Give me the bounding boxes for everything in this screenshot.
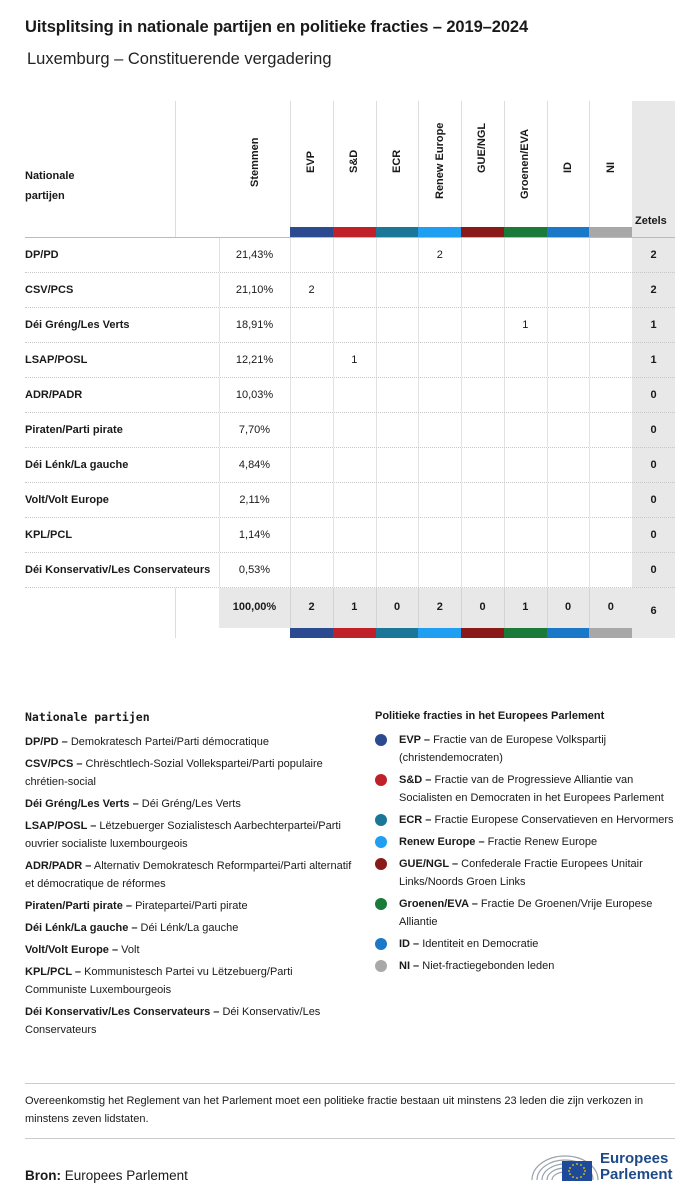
party-name: KPL/PCL xyxy=(25,529,73,541)
row-divider xyxy=(504,518,505,552)
row-divider xyxy=(589,343,590,377)
totals-divider xyxy=(175,588,176,638)
group-legend-item xyxy=(375,957,675,975)
row-divider xyxy=(418,413,419,447)
source-value: Europees Parlement xyxy=(64,1168,188,1183)
group-header: Groenen/EVA xyxy=(519,128,532,199)
table-header xyxy=(25,101,675,238)
groups-legend-title: Politieke fracties in het Europees Parlement xyxy=(375,710,605,722)
header-divider xyxy=(589,101,590,237)
table-body xyxy=(25,238,675,588)
row-divider xyxy=(589,483,590,517)
vote-share: 10,03% xyxy=(235,389,274,401)
legend-code: Déi Gréng/Les Verts – xyxy=(25,798,139,810)
party-name: ADR/PADR xyxy=(25,389,83,401)
legend-code: DP/PD – xyxy=(25,736,68,748)
header-divider xyxy=(418,101,419,237)
row-divider xyxy=(418,308,419,342)
group-color-bar xyxy=(418,227,461,237)
legend-name: Volt xyxy=(121,944,140,956)
group-total: 1 xyxy=(522,601,529,613)
header-divider xyxy=(461,101,462,237)
national-legend-item xyxy=(25,733,355,751)
table-row xyxy=(25,343,675,378)
national-legend-item xyxy=(25,963,355,999)
table-row xyxy=(25,483,675,518)
logo-line1: Europees xyxy=(600,1150,669,1167)
group-color-bar xyxy=(547,628,590,638)
legend-name: Confederale Fractie Europees Unitair Links/Noords Groen Links xyxy=(399,858,643,888)
legend-name: Fractie van de Europese Volkspartij (christendemocraten) xyxy=(399,734,607,764)
legend-name: Demokratesch Partei/Parti démocratique xyxy=(70,736,269,748)
row-divider xyxy=(547,448,548,482)
group-color-bar xyxy=(376,628,419,638)
legend-code: KPL/PCL – xyxy=(25,966,82,978)
vote-share: 2,11% xyxy=(239,494,270,506)
party-name: LSAP/POSL xyxy=(25,354,88,366)
legend-dot-icon xyxy=(375,858,387,870)
row-divider xyxy=(333,308,334,342)
party-name: CSV/PCS xyxy=(25,284,74,296)
legend-name: Déi Konservativ/Les Conservateurs xyxy=(25,1006,321,1036)
national-legend-item xyxy=(25,795,355,813)
table-row xyxy=(25,553,675,588)
group-color-bar xyxy=(376,227,419,237)
row-divider xyxy=(290,378,291,412)
seat-count: 2 xyxy=(650,284,657,296)
table-row xyxy=(25,238,675,273)
group-header: S&D xyxy=(348,149,361,173)
legend-code: Volt/Volt Europe – xyxy=(25,944,119,956)
row-divider xyxy=(461,518,462,552)
row-divider xyxy=(418,483,419,517)
source-label: Bron: xyxy=(25,1168,61,1183)
row-divider xyxy=(418,553,419,587)
group-color-bar xyxy=(333,227,376,237)
row-divider xyxy=(547,308,548,342)
total-vote-share: 100,00% xyxy=(232,601,277,613)
group-header: ECR xyxy=(390,149,403,173)
legend-name: Déi Gréng/Les Verts xyxy=(141,798,241,810)
legend-code: GUE/NGL – xyxy=(399,858,459,870)
group-header: GUE/NGL xyxy=(476,122,489,173)
row-divider xyxy=(589,238,590,272)
legend-name: Identiteit en Democratie xyxy=(422,938,539,950)
row-divider xyxy=(547,553,548,587)
legend-code: Déi Lénk/La gauche – xyxy=(25,922,138,934)
row-divider xyxy=(376,483,377,517)
row-divider xyxy=(504,378,505,412)
national-legend-item xyxy=(25,857,355,893)
national-legend-item xyxy=(25,817,355,853)
group-color-bar xyxy=(504,227,547,237)
header-divider xyxy=(333,101,334,237)
row-divider xyxy=(290,518,291,552)
row-divider xyxy=(504,448,505,482)
legend-code: Renew Europe – xyxy=(399,836,485,848)
header-divider xyxy=(290,101,291,237)
row-divider xyxy=(376,413,377,447)
legend-dot-icon xyxy=(375,836,387,848)
table-row xyxy=(25,518,675,553)
header-divider xyxy=(504,101,505,237)
header-divider xyxy=(175,101,176,237)
row-divider xyxy=(290,448,291,482)
group-total: 0 xyxy=(393,601,401,613)
legend-code: CSV/PCS – xyxy=(25,758,83,770)
row-divider xyxy=(504,238,505,272)
row-divider xyxy=(504,483,505,517)
legend-code: NI – xyxy=(399,960,420,972)
seat-count: 0 xyxy=(650,424,657,436)
row-divider xyxy=(290,238,291,272)
table-row xyxy=(25,413,675,448)
group-color-bar xyxy=(547,227,590,237)
legend-code: Piraten/Parti pirate – xyxy=(25,900,132,912)
seats-header: Zetels xyxy=(635,215,667,227)
legend-name: Chrëschtlech-Sozial Vollekspartei/Parti populaire chrétien-social xyxy=(25,758,323,788)
row-divider xyxy=(461,238,462,272)
national-parties-legend xyxy=(25,710,355,1043)
group-legend-item xyxy=(375,833,675,851)
group-color-bar xyxy=(418,628,461,638)
seat-count: 1 xyxy=(650,354,657,366)
row-divider xyxy=(504,413,505,447)
vote-share: 0,53% xyxy=(238,564,271,576)
group-color-bar xyxy=(504,628,547,638)
row-divider xyxy=(461,413,462,447)
row-divider xyxy=(589,273,590,307)
row-divider xyxy=(461,343,462,377)
legend-code: LSAP/POSL – xyxy=(25,820,97,832)
group-color-bar xyxy=(461,227,504,237)
legend-code: Déi Konservativ/Les Conservateurs – xyxy=(25,1006,220,1018)
group-header: NI xyxy=(604,162,617,173)
logo-line2: Parlement xyxy=(600,1166,673,1183)
row-divider xyxy=(333,483,334,517)
national-legend-title: Nationale partijen xyxy=(25,710,150,724)
row-divider xyxy=(547,273,548,307)
row-divider xyxy=(547,343,548,377)
source xyxy=(25,1168,188,1183)
national-legend-item xyxy=(25,1003,355,1039)
table-row xyxy=(25,448,675,483)
legend-code: ADR/PADR – xyxy=(25,860,92,872)
row-divider xyxy=(290,553,291,587)
total-seats: 6 xyxy=(650,605,657,617)
vote-share: 18,91% xyxy=(235,319,274,331)
legend-name: Kommunistesch Partei vu Lëtzebuerg/Parti Communiste Luxembourgeois xyxy=(25,966,293,996)
row-divider xyxy=(333,448,334,482)
group-legend-item xyxy=(375,935,675,953)
seat-count: 0 xyxy=(650,564,657,576)
group-total: 0 xyxy=(607,601,614,613)
row-divider xyxy=(376,518,377,552)
table-row xyxy=(25,378,675,413)
legend-name: Déi Lénk/La gauche xyxy=(140,922,239,934)
legend-dot-icon xyxy=(375,960,387,972)
party-name: Volt/Volt Europe xyxy=(25,494,109,506)
group-seat-cell: 1 xyxy=(351,354,358,366)
row-divider xyxy=(376,378,377,412)
row-divider xyxy=(418,343,419,377)
row-divider xyxy=(461,448,462,482)
row-divider xyxy=(461,378,462,412)
group-header: EVP xyxy=(305,150,318,173)
national-legend-item xyxy=(25,897,355,915)
footnote: Overeenkomstig het Reglement van het Parlement moet een politieke fractie bestaan uit minstens 23 leden die zijn verkozen in minstens zeven lidstaten. xyxy=(25,1083,675,1139)
group-seat-cell: 2 xyxy=(308,284,315,296)
row-divider xyxy=(504,273,505,307)
row-divider xyxy=(418,518,419,552)
row-divider xyxy=(333,553,334,587)
row-divider xyxy=(547,413,548,447)
logo-text xyxy=(600,1151,673,1183)
row-divider xyxy=(547,483,548,517)
row-divider xyxy=(461,308,462,342)
groups-legend xyxy=(375,710,675,979)
row-divider xyxy=(589,378,590,412)
group-legend-item xyxy=(375,895,675,931)
header-divider xyxy=(376,101,377,237)
row-divider xyxy=(589,518,590,552)
legend-code: S&D – xyxy=(399,774,432,786)
row-divider xyxy=(376,553,377,587)
legend-name: Niet-fractiegebonden leden xyxy=(422,960,555,972)
row-divider xyxy=(461,483,462,517)
legend-code: ECR – xyxy=(399,814,432,826)
group-header: Renew Europe xyxy=(433,122,446,199)
party-name: Déi Gréng/Les Verts xyxy=(25,319,130,331)
row-divider xyxy=(333,518,334,552)
seat-count: 1 xyxy=(650,319,657,331)
party-name: DP/PD xyxy=(25,249,59,261)
national-legend-item xyxy=(25,755,355,791)
row-divider xyxy=(547,518,548,552)
legend-dot-icon xyxy=(375,814,387,826)
votes-header: Stemmen xyxy=(248,137,261,187)
row-divider xyxy=(290,483,291,517)
group-legend-item xyxy=(375,811,675,829)
group-seat-cell: 1 xyxy=(522,319,529,331)
group-total: 2 xyxy=(308,601,315,613)
group-color-bar xyxy=(333,628,376,638)
legend-dot-icon xyxy=(375,898,387,910)
row-divider xyxy=(333,238,334,272)
row-divider xyxy=(547,378,548,412)
group-header: ID xyxy=(561,162,574,173)
row-divider xyxy=(290,413,291,447)
group-color-bar xyxy=(589,227,632,237)
legend-name: Fractie De Groenen/Vrije Europese Alliantie xyxy=(399,898,653,928)
legend-name: Lëtzebuerger Sozialistesch Aarbechterpartei/Parti ouvrier socialiste luxembourgeois xyxy=(25,820,341,850)
row-divider xyxy=(290,308,291,342)
header-divider xyxy=(547,101,548,237)
seat-count: 0 xyxy=(650,494,657,506)
legend-code: ID – xyxy=(399,938,420,950)
row-divider xyxy=(333,413,334,447)
legend-name: Piratepartei/Parti pirate xyxy=(135,900,248,912)
row-divider xyxy=(290,343,291,377)
legend-dot-icon xyxy=(375,938,387,950)
national-legend-item xyxy=(25,941,355,959)
legend-code: Groenen/EVA – xyxy=(399,898,478,910)
row-divider xyxy=(461,553,462,587)
legend-dot-icon xyxy=(375,734,387,746)
legend-name: Fractie Europese Conservatieven en Hervormers xyxy=(434,814,674,826)
row-divider xyxy=(461,273,462,307)
legend-dot-icon xyxy=(375,774,387,786)
seat-table xyxy=(25,101,675,638)
row-divider xyxy=(547,238,548,272)
seat-count: 0 xyxy=(650,529,657,541)
legend-name: Fractie van de Progressieve Alliantie van Socialisten en Democraten in het Europees Parlement xyxy=(399,774,664,804)
party-name: Déi Konservativ/Les Conservateurs xyxy=(25,564,211,576)
group-legend-item xyxy=(375,771,675,807)
group-color-bar xyxy=(290,628,333,638)
group-seat-cell: 2 xyxy=(436,249,443,261)
national-parties-header: Nationale partijen xyxy=(25,170,75,202)
totals-row xyxy=(25,588,675,638)
row-divider xyxy=(333,273,334,307)
group-total: 0 xyxy=(479,601,486,613)
group-total: 0 xyxy=(564,601,572,613)
row-divider xyxy=(418,448,419,482)
legend-name: Fractie Renew Europe xyxy=(487,836,598,848)
vote-share: 21,10% xyxy=(235,284,274,296)
row-divider xyxy=(504,553,505,587)
row-divider xyxy=(418,378,419,412)
group-total: 1 xyxy=(351,601,358,613)
page-subtitle: Luxemburg – Constituerende vergadering xyxy=(27,50,332,68)
legend-code: EVP – xyxy=(399,734,430,746)
vote-share: 4,84% xyxy=(238,459,271,471)
vote-share: 12,21% xyxy=(235,354,274,366)
row-divider xyxy=(589,413,590,447)
row-divider xyxy=(333,378,334,412)
group-color-bar xyxy=(290,227,333,237)
row-divider xyxy=(376,308,377,342)
vote-share: 21,43% xyxy=(235,249,274,261)
table-row xyxy=(25,308,675,343)
vote-share: 1,14% xyxy=(238,529,271,541)
party-name: Déi Lénk/La gauche xyxy=(25,459,129,471)
vote-share: 7,70% xyxy=(238,424,271,436)
group-color-bar xyxy=(461,628,504,638)
page-title: Uitsplitsing in nationale partijen en politieke fracties – 2019–2024 xyxy=(25,18,529,36)
row-divider xyxy=(376,448,377,482)
table-row xyxy=(25,273,675,308)
row-divider xyxy=(418,273,419,307)
row-divider xyxy=(589,448,590,482)
seat-count: 2 xyxy=(650,249,657,261)
party-name: Piraten/Parti pirate xyxy=(25,424,123,436)
row-divider xyxy=(376,238,377,272)
row-divider xyxy=(504,343,505,377)
group-legend-item xyxy=(375,855,675,891)
row-divider xyxy=(376,343,377,377)
seat-count: 0 xyxy=(650,459,657,471)
row-divider xyxy=(376,273,377,307)
seat-count: 0 xyxy=(650,389,657,401)
national-legend-item xyxy=(25,919,355,937)
legend-name: Alternativ Demokratesch Reformpartei/Parti alternatif et démocratique de réformes xyxy=(25,860,352,890)
group-legend-item xyxy=(375,731,675,767)
group-color-bar xyxy=(589,628,632,638)
row-divider xyxy=(589,308,590,342)
group-total: 2 xyxy=(436,601,443,613)
row-divider xyxy=(589,553,590,587)
